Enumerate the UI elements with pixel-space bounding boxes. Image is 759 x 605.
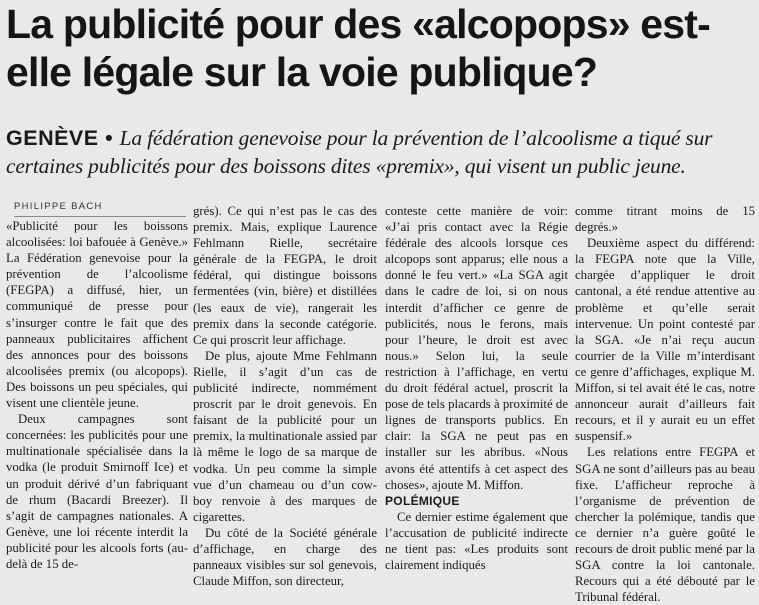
lead-separator: • bbox=[98, 126, 120, 150]
paragraph: Deuxième aspect du différend: la FEGPA note que la Ville, chargée d’appliquer le droit cantonal, a été rendue attentive au problème et qu’elle serait intervenue. Un point contesté par la SGA. «Je n’ai reçu aucun courrier de la Ville m’interdisant ce genre d’affichages, explique M. Miffon, si tel avait été le cas, notre annonceur aurait d’ailleurs fait recours, et il y aurait eu un effet suspensif.» bbox=[575, 236, 755, 444]
paragraph: «Publicité pour les boissons alcoolisées: loi bafouée à Genève.» La Fédération genevoise pour la prévention de l’alcoolisme (FEGPA) a diffusé, hier, un communiqué de presse pour s’insurger contre le fait que des panneaux publicitaires affichent des annonces pour des boissons alcoolisées premix (ou alcopops). Des boissons un peu spéciales, qui visent une clientèle jeune. bbox=[6, 219, 188, 411]
paragraph: conteste cette manière de voir: «J’ai pris contact avec la Régie fédérale des alcools lorsque ces alcopops sont apparus; elle nous a donné le feu vert.» «La SGA agit dans le cadre de loi, si on nous interdit d’afficher ce genre de publicités, nous le ferons, mais pour l’heure, le droit est avec nous.» Selon lui, la seule restriction à l’affichage, en vertu du droit fédéral actuel, proscrit la pose de tels placards à proximité de lignes de transports publics. En clair: la SGA ne peut pas en installer sur les abribus. «Nous avons été attentifs à cet aspect des choses», ajoute M. Miffon. bbox=[385, 204, 568, 492]
paragraph: grés). Ce qui n’est pas le cas des premix. Mais, explique Laurence Fehlmann Rielle, secrétaire générale de la FEGPA, le droit fédéral, qui distingue boissons fermentées (vin, bière) et distillées (les eaux de vie), rangerait les premix dans la seconde catégorie. Ce qui proscrit leur affichage. bbox=[193, 204, 377, 347]
lead-paragraph bbox=[6, 124, 756, 180]
paragraph: De plus, ajoute Mme Fehlmann Rielle, il s’agit d’un cas de publicité indirecte, nommément proscrit par le droit genevois. En faisant de la publicité pour un premix, la multinationale assied par là même le logo de sa marque de vodka. Un peu comme la simple vue d’un chameau ou d’un cow-boy renvoie à des marques de cigarettes. bbox=[193, 348, 377, 524]
subheading: POLÉMIQUE bbox=[385, 493, 460, 508]
paragraph: Ce dernier estime également que l’accusation de publicité indirecte ne tient pas: «Les produits sont clairement indiqués bbox=[385, 509, 568, 573]
lead-text: La fédération genevoise pour la prévention de l’alcoolisme a tiqué sur certaines publicités pour des boissons dites «premix», qui visent un public jeune. bbox=[6, 126, 713, 178]
byline: PHILIPPE BACH bbox=[14, 201, 186, 217]
column-1 bbox=[6, 218, 188, 571]
paragraph: Du côté de la Société générale d’affichage, en charge des panneaux visibles sur sol genevois, Claude Miffon, son directeur, bbox=[193, 525, 377, 589]
lead-place: GENÈVE bbox=[6, 126, 99, 150]
column-2 bbox=[193, 203, 377, 589]
headline: La publicité pour des «alcopops» est-elle légale sur la voie publique? bbox=[6, 1, 710, 95]
paragraph: Deux campagnes sont concernées: les publicités pour une multinationale spécialisée dans la vodka (le produit Smirnoff Ice) et un produit dérivé d’un fabriquant de rhum (Bacardi Breezer). Il s’agit de campagnes nationales. A Genève, une loi récente interdit la publicité pour les alcools forts (au-delà de 15 de- bbox=[6, 412, 188, 571]
paragraph: comme titrant moins de 15 degrés.» bbox=[575, 204, 755, 235]
column-4 bbox=[575, 203, 755, 605]
column-3 bbox=[385, 203, 568, 573]
paragraph: Les relations entre FEGPA et SGA ne sont d’ailleurs pas au beau fixe. L’afficheur reproche à l’organisme de prévention de chercher la polémique, tandis que ce dernier n’a guère goûté le recours de droit public mené par la SGA contre la loi cantonale. Recours qui a été débouté par le Tribunal fédéral. bbox=[575, 445, 755, 605]
